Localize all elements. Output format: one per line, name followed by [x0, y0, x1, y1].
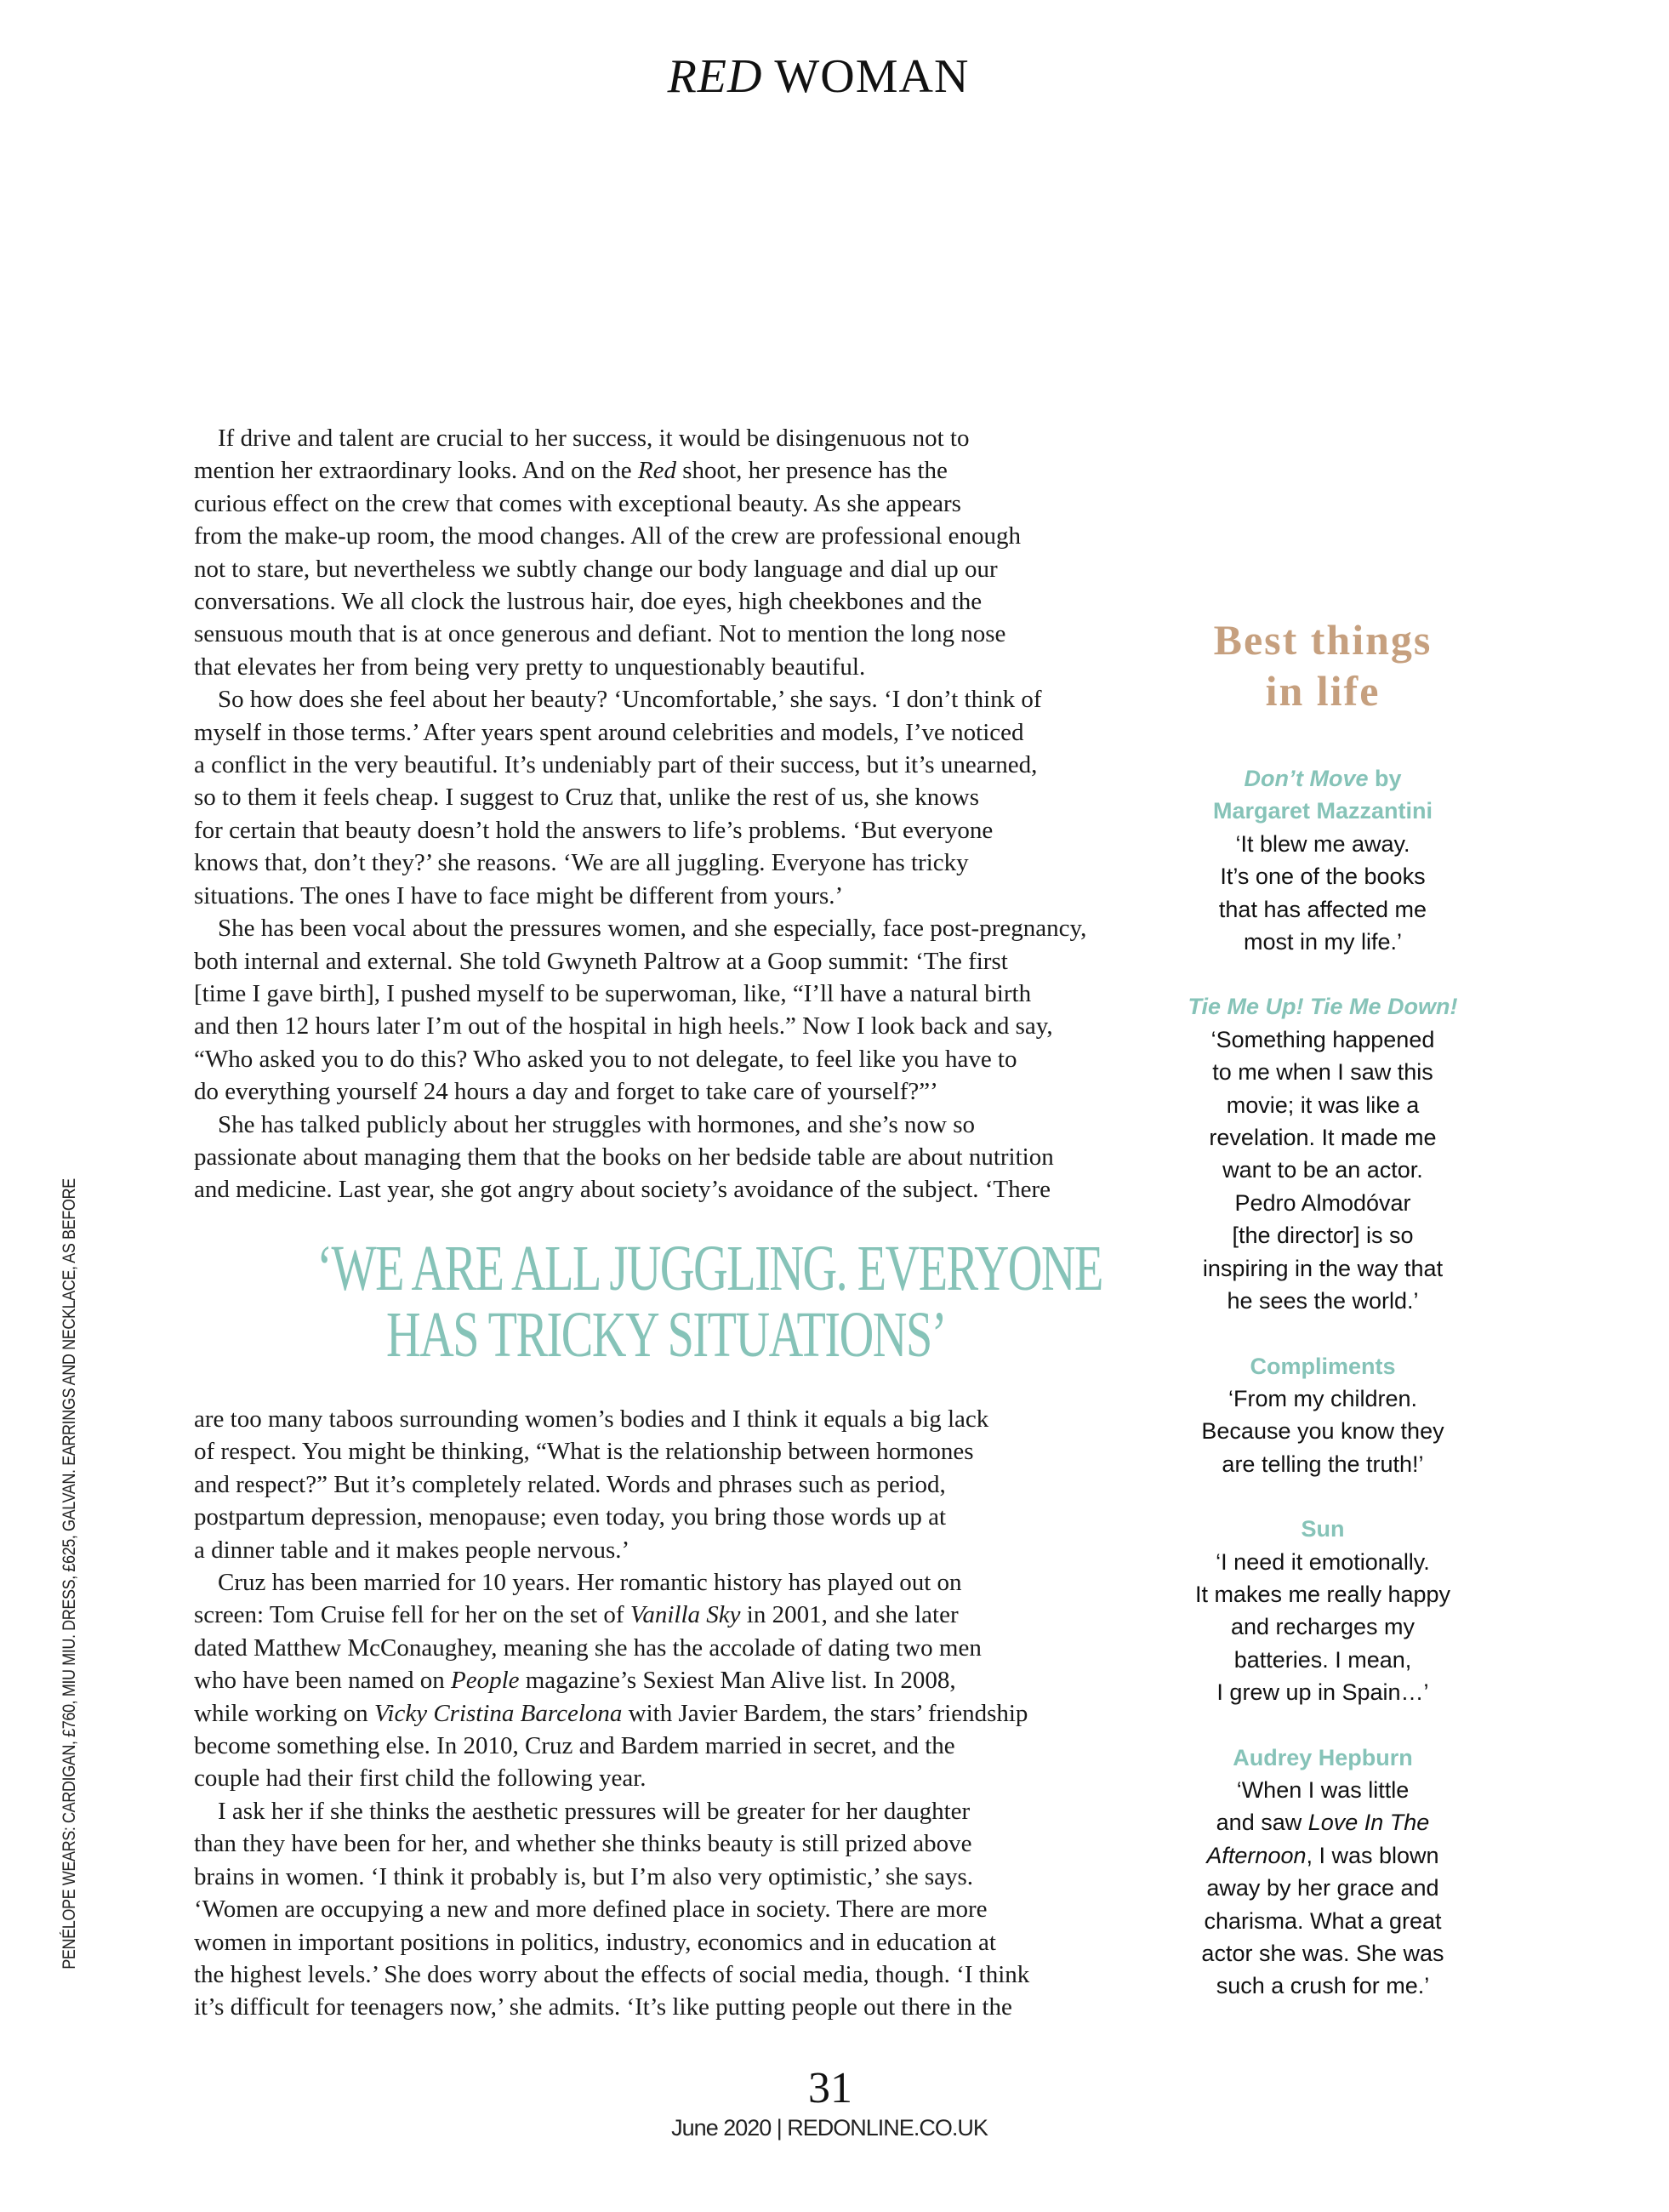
article-line [194, 1697, 1155, 1730]
sidebar-entry [1165, 762, 1480, 958]
entry-heading: Compliments [1250, 1353, 1396, 1379]
article-line: both internal and external. She told Gwyneth Paltrow at a Goop summit: ‘The first [194, 947, 1008, 975]
entry-quote-line: to me when I saw this [1212, 1059, 1433, 1086]
entry-heading: Audrey Hepburn [1233, 1744, 1413, 1770]
article-line: that elevates her from being very pretty to unquestionably beautiful. [194, 653, 866, 681]
sidebar-entry [1165, 1350, 1480, 1481]
text-segment: , I was blown [1306, 1842, 1439, 1868]
article-line: are too many taboos surrounding women’s bodies and I think it equals a big lack [194, 1405, 989, 1433]
text-segment: screen: Tom Cruise fell for her on the set of [194, 1601, 630, 1629]
entry-quote-line: I grew up in Spain…’ [1216, 1679, 1429, 1706]
entry-quote-line: such a crush for me.’ [1216, 1973, 1430, 1999]
article-line: for certain that beauty doesn’t hold the answers to life’s problems. ‘But everyone [194, 816, 994, 844]
sidebar-entry [1165, 990, 1480, 1317]
article-line: I ask her if she thinks the aesthetic pressures will be greater for her daughter [218, 1797, 971, 1825]
italic-title: Afternoon [1206, 1842, 1307, 1868]
entry-quote-line: ‘Something happened [1210, 1026, 1435, 1052]
entry-quote-line [1165, 1839, 1480, 1872]
italic-title: Tie Me Up! Tie Me Down! [1188, 994, 1458, 1020]
pull-quote [194, 1233, 1138, 1371]
entry-quote-line: movie; it was like a [1226, 1092, 1420, 1118]
entry-quote-line [1165, 1806, 1480, 1839]
sidebar-title-line: Best things [1213, 616, 1433, 664]
article-line [194, 1664, 1155, 1696]
article-body-top [194, 422, 1155, 1206]
article-line: conversations. We all clock the lustrous hair, doe eyes, high cheekbones and the [194, 588, 983, 616]
article-line [194, 454, 1155, 487]
article-line: and respect?” But it’s completely related. Words and phrases such as period, [194, 1470, 946, 1498]
article-line: from the make-up room, the mood changes. All of the crew are professional enough [194, 522, 1022, 550]
article-line: than they have been for her, and whether she thinks beauty is still prized above [194, 1830, 972, 1858]
article-line: a conflict in the very beautiful. It’s undeniably part of their success, but it’s unearned, [194, 751, 1038, 779]
text-segment: mention her extraordinary looks. And on the [194, 457, 638, 485]
sidebar-entry [1165, 1513, 1480, 1708]
article-body-bottom [194, 1403, 1155, 2024]
entry-quote-line: he sees the world.’ [1227, 1288, 1419, 1314]
entry-quote-line: that has affected me [1218, 896, 1427, 922]
article-line: She has talked publicly about her struggles with hormones, and she’s now so [218, 1110, 976, 1138]
article-line: [time I gave birth], I pushed myself to be superwoman, like, “I’ll have a natural birth [194, 979, 1032, 1007]
article-line: brains in women. ‘I think it probably is, but I’m also very optimistic,’ she says. [194, 1862, 974, 1890]
article-line: curious effect on the crew that comes with exceptional beauty. As she appears [194, 489, 961, 517]
entry-quote-line: charisma. What a great [1204, 1907, 1442, 1934]
text-segment: by [1368, 766, 1402, 791]
article-line: So how does she feel about her beauty? ‘Uncomfortable,’ she says. ‘I don’t think of [218, 686, 1042, 714]
entry-quote-line: Because you know they [1201, 1418, 1444, 1445]
article-line: myself in those terms.’ After years spent around celebrities and models, I’ve noticed [194, 718, 1024, 746]
entry-quote-line: It makes me really happy [1194, 1581, 1451, 1607]
entry-quote-line: ‘I need it emotionally. [1216, 1548, 1430, 1575]
italic-title: Red [637, 457, 676, 485]
section-header [0, 49, 1669, 104]
entry-quote-line: ‘When I was little [1236, 1776, 1410, 1803]
text-segment: magazine’s Sexiest Man Alive list. In 2008, [519, 1667, 956, 1695]
article-line: of respect. You might be thinking, “What is the relationship between hormones [194, 1438, 974, 1466]
article-line: dated Matthew McConaughey, meaning she has the accolade of dating two men [194, 1633, 982, 1662]
entry-heading: Sun [1301, 1516, 1345, 1542]
entry-quote-line: revelation. It made me [1209, 1125, 1437, 1151]
italic-title: Vanilla Sky [629, 1601, 741, 1629]
article-line: women in important positions in politics, industry, economics and in education at [194, 1928, 996, 1956]
entry-heading: Margaret Mazzantini [1212, 798, 1433, 824]
fashion-credit-text: PENÉLOPE WEARS: CARDIGAN, £760, MIU MIU. DRESS, £625, GALVAN. EARRINGS AND NECKLACE, AS BEFORE [60, 1178, 79, 1970]
article-line: postpartum depression, menopause; even today, you bring those words up at [194, 1503, 947, 1531]
entry-quote-line: batteries. I mean, [1233, 1646, 1412, 1673]
header-woman: WOMAN [762, 50, 970, 103]
page-number: 31 [808, 2064, 852, 2112]
entry-quote-line: Pedro Almodóvar [1234, 1189, 1411, 1216]
article-line: sensuous mouth that is at once generous and defiant. Not to mention the long nose [194, 620, 1006, 648]
entry-quote-line: are telling the truth!’ [1222, 1451, 1424, 1477]
italic-title: Vicky Cristina Barcelona [373, 1699, 623, 1727]
article-line: become something else. In 2010, Cruz and Bardem married in secret, and the [194, 1732, 955, 1760]
entry-quote-line: inspiring in the way that [1202, 1255, 1444, 1281]
best-things-sidebar [1165, 614, 1480, 2035]
article-line: situations. The ones I have to face might be different from yours.’ [194, 881, 844, 909]
article-line: the highest levels.’ She does worry about the effects of social media, though. ‘I think [194, 1960, 1030, 1988]
article-line: so to them it feels cheap. I suggest to Cruz that, unlike the rest of us, she knows [194, 784, 979, 812]
article-line: Cruz has been married for 10 years. Her romantic history has played out on [218, 1569, 962, 1597]
article-line: “Who asked you to do this? Who asked you to not delegate, to feel like you have to [194, 1045, 1017, 1073]
italic-title: Don’t Move [1244, 766, 1369, 791]
article-line: it’s difficult for teenagers now,’ she admits. ‘It’s like putting people out there in the [194, 1993, 1012, 2021]
article-line: not to stare, but nevertheless we subtly change our body language and dial up our [194, 555, 998, 583]
sidebar-title-line: in life [1265, 667, 1381, 715]
entry-heading [1165, 990, 1480, 1023]
text-segment: while working on [194, 1699, 374, 1727]
entry-quote-line: [the director] is so [1232, 1223, 1414, 1249]
entry-quote-line: ‘It blew me away. [1235, 830, 1410, 857]
entry-quote-line: want to be an actor. [1222, 1157, 1423, 1183]
article-line [194, 1599, 1155, 1631]
italic-title: People [450, 1667, 520, 1695]
article-line: and then 12 hours later I’m out of the hospital in high heels.” Now I look back and say, [194, 1012, 1053, 1040]
entry-quote-line: actor she was. She was [1201, 1941, 1444, 1966]
pull-quote-line: ‘WE ARE ALL JUGGLING. EVERYONE [316, 1233, 1102, 1304]
entry-quote-line: It’s one of the books [1220, 864, 1426, 890]
entry-quote-line: and recharges my [1230, 1614, 1416, 1640]
sidebar-entries [1165, 762, 1480, 2003]
article-line: She has been vocal about the pressures women, and she especially, face post-pregnancy, [218, 915, 1087, 943]
entry-quote-line: ‘From my children. [1228, 1385, 1418, 1411]
text-segment: who have been named on [194, 1667, 451, 1695]
sidebar-title [1165, 614, 1480, 716]
sidebar-entry [1165, 1742, 1480, 2003]
italic-title: Love In The [1307, 1810, 1430, 1836]
text-segment: in 2001, and she later [740, 1601, 959, 1629]
entry-heading [1165, 762, 1480, 795]
article-line: couple had their first child the following year. [194, 1764, 647, 1793]
entry-quote-line: most in my life.’ [1243, 929, 1403, 955]
article-line: knows that, don’t they?’ she reasons. ‘We are all juggling. Everyone has tricky [194, 849, 969, 877]
article-line: and medicine. Last year, she got angry about society’s avoidance of the subject. ‘There [194, 1176, 1051, 1204]
entry-quote-line: away by her grace and [1206, 1875, 1439, 1901]
text-segment: shoot, her presence has the [675, 457, 948, 485]
article-line: ‘Women are occupying a new and more defined place in society. There are more [194, 1896, 988, 1924]
article-line: do everything yourself 24 hours a day and forget to take care of yourself?”’ [194, 1078, 938, 1106]
article-line: a dinner table and it makes people nervous.’ [194, 1536, 630, 1564]
issue-footer: June 2020 | REDONLINE.CO.UK [671, 2115, 988, 2141]
header-red: RED [667, 50, 763, 103]
article-line: If drive and talent are crucial to her success, it would be disingenuous not to [218, 425, 970, 452]
text-segment: with Javier Bardem, the stars’ friendship [622, 1699, 1028, 1727]
article-line: passionate about managing them that the books on her bedside table are about nutrition [194, 1143, 1054, 1171]
fashion-credit [60, 1115, 80, 2034]
text-segment: and saw [1216, 1810, 1308, 1836]
pull-quote-line: HAS TRICKY SITUATIONS’ [386, 1299, 946, 1371]
